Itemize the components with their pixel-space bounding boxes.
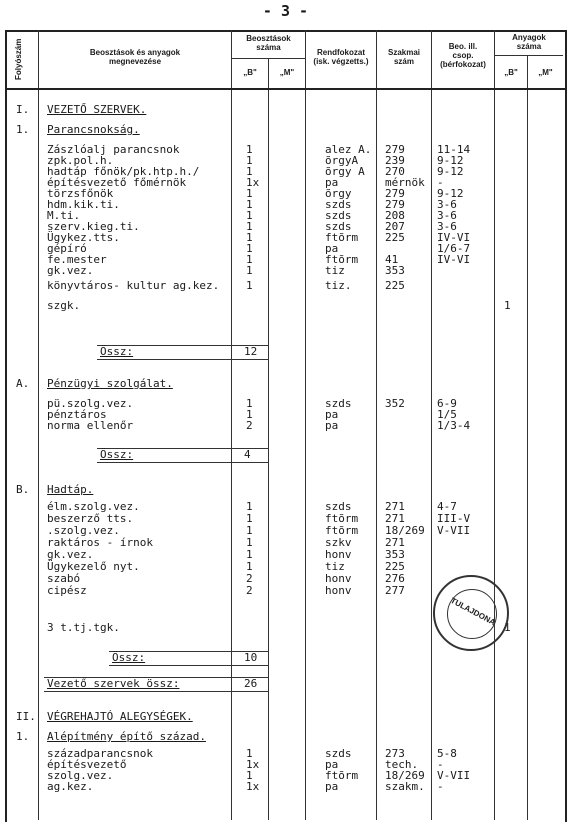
position-name: Zászlóalj parancsnok (47, 143, 180, 156)
header-name-2: megnevezése (108, 57, 162, 66)
rank: honv (325, 572, 352, 585)
count-b: 1x (246, 176, 260, 189)
professional-code: 273 (385, 747, 405, 760)
pay-group: V-VII (437, 769, 471, 782)
pay-group: 1/5 (437, 408, 457, 421)
position-name: építésvezető (47, 758, 127, 771)
position-name: gk.vez. (47, 548, 94, 561)
position-name: fe.mester (47, 253, 107, 266)
rank: õrgyA (325, 154, 359, 167)
rank: pa (325, 758, 339, 771)
page-number: - 3 - (262, 2, 309, 20)
professional-code: 271 (385, 536, 405, 549)
position-name: századparancsnok (47, 747, 153, 760)
row-number: I. (16, 103, 30, 116)
professional-code: szakm. (385, 780, 425, 793)
section-letter: A. (16, 377, 30, 390)
position-name: hdm.kik.ti. (47, 198, 120, 211)
rank: szds (325, 198, 352, 211)
pay-group: 4-7 (437, 500, 457, 513)
rank: szds (325, 747, 352, 760)
count-b: 2 (246, 584, 253, 597)
count-b: 1 (246, 143, 253, 156)
rank: pa (325, 408, 339, 421)
count-b: 1 (246, 512, 253, 525)
professional-code: 18/269 (385, 769, 425, 782)
header-group-2: csop. (452, 51, 474, 60)
count-b: 1 (246, 408, 253, 421)
rank: szds (325, 220, 352, 233)
section-heading: Alépítmény építő század. (47, 730, 206, 743)
pay-group: IV-VI (437, 253, 471, 266)
count-b: 1 (246, 769, 253, 782)
position-name: beszerző tts. (47, 512, 134, 525)
section-letter: B. (16, 483, 30, 496)
row-number: II. (16, 710, 36, 723)
row-divider (494, 55, 563, 56)
position-name: élm.szolg.vez. (47, 500, 140, 513)
header-material-1: Anyagok (512, 33, 546, 42)
position-name: pü.szolg.vez. (47, 397, 134, 410)
header-divider (5, 88, 565, 90)
count-b: 1 (246, 242, 253, 255)
count-b: 1 (246, 165, 253, 178)
pay-group: 3-6 (437, 209, 457, 222)
professional-code: 225 (385, 231, 405, 244)
rank: szkv (325, 536, 352, 549)
header-m: „M" (279, 68, 295, 77)
position-name: szolg.vez. (47, 769, 114, 782)
header-group-1: Beo. ill. (448, 42, 478, 51)
section-heading: Parancsnokság. (47, 123, 140, 136)
position-name: zpk.pol.h. (47, 154, 114, 167)
count-b: 1 (246, 198, 253, 211)
count-b: 1 (246, 560, 253, 573)
row-divider (231, 58, 305, 59)
header-group-3: (bérfokozat) (440, 60, 486, 69)
header-ab: „B" (504, 68, 518, 77)
rank: alez A. (325, 143, 372, 156)
position-name: szerv.kieg.ti. (47, 220, 140, 233)
header-name-1: Beosztások és anyagok (89, 48, 181, 57)
pay-group: 9-12 (437, 187, 464, 200)
sum-value: 4 (244, 448, 251, 461)
position-name: Ügykez.tts. (47, 231, 120, 244)
pay-group: V-VII (437, 524, 471, 537)
count-b: 2 (246, 419, 253, 432)
header-material-2: száma (516, 42, 542, 51)
count-b: 1 (246, 264, 253, 277)
professional-code: 208 (385, 209, 405, 222)
header-code-2: szám (393, 57, 414, 66)
count-b: 1 (246, 253, 253, 266)
pay-group: 1/3-4 (437, 419, 471, 432)
material-count-b: 1 (504, 299, 511, 312)
rank: ftõrm (325, 231, 359, 244)
rank: pa (325, 176, 339, 189)
header-am: „M" (538, 68, 553, 77)
rank: ftõrm (325, 512, 359, 525)
count-b: 1 (246, 209, 253, 222)
pay-group: 3-6 (437, 198, 457, 211)
sum-value: 10 (244, 651, 258, 664)
count-b: 1 (246, 548, 253, 561)
professional-code: 207 (385, 220, 405, 233)
pay-group: 3-6 (437, 220, 457, 233)
rank: honv (325, 584, 352, 597)
rank: ftõrm (325, 769, 359, 782)
header-rank-1: Rendfokozat (317, 48, 365, 57)
position-name: szgk. (47, 299, 81, 312)
col-divider (494, 30, 495, 820)
sum-value: 12 (244, 345, 258, 358)
header-code-1: Szakmai (387, 48, 421, 57)
professional-code: 18/269 (385, 524, 425, 537)
section-heading: VÉGREHAJTÓ ALEGYSÉGEK. (47, 710, 193, 723)
sum-label: Össz: (100, 448, 134, 461)
section-heading: VEZETŐ SZERVEK. (47, 103, 147, 116)
rank: õrgy A (325, 165, 365, 178)
position-name: törzsfőnök (47, 187, 114, 200)
sum-label: Össz: (100, 345, 134, 358)
position-name: gépíró (47, 242, 87, 255)
count-b: 1 (246, 279, 253, 292)
rank: ftõrm (325, 253, 359, 266)
rank: szds (325, 397, 352, 410)
pay-group: 5-8 (437, 747, 457, 760)
header-folyoszam: Folyószám (14, 38, 23, 80)
count-b: 1 (246, 536, 253, 549)
count-b: 1x (246, 780, 260, 793)
professional-code: 225 (385, 279, 405, 292)
pay-group: IV-VI (437, 231, 471, 244)
count-b: 1 (246, 154, 253, 167)
count-b: 1x (246, 758, 260, 771)
count-b: 1 (246, 187, 253, 200)
position-name: .szolg.vez. (47, 524, 120, 537)
pay-group: 6-9 (437, 397, 457, 410)
col-divider (38, 30, 39, 820)
rank: pa (325, 780, 339, 793)
col-divider (268, 58, 269, 820)
pay-group: - (437, 758, 444, 771)
col-divider (431, 30, 432, 820)
position-name: norma ellenőr (47, 419, 134, 432)
professional-code: 279 (385, 143, 405, 156)
count-b: 1 (246, 220, 253, 233)
professional-code: 279 (385, 187, 405, 200)
professional-code: 225 (385, 560, 405, 573)
sum-label: Vezető szervek össz: (47, 677, 180, 690)
rank: szds (325, 209, 352, 222)
position-name: raktáros - írnok (47, 536, 153, 549)
pay-group: 11-14 (437, 143, 471, 156)
section-heading: Hadtáp. (47, 483, 94, 496)
pay-group: III-V (437, 512, 471, 525)
count-b: 1 (246, 231, 253, 244)
material-count-b: 1 (504, 621, 511, 634)
row-number: 1. (16, 123, 30, 136)
professional-code: 353 (385, 548, 405, 561)
row-number: 1. (16, 730, 30, 743)
sum-value: 26 (244, 677, 258, 690)
pay-group: - (437, 780, 444, 793)
professional-code: 271 (385, 500, 405, 513)
header-rank-2: (isk. végzetts.) (313, 57, 369, 66)
professional-code: 353 (385, 264, 405, 277)
col-divider (305, 30, 306, 820)
professional-code: 276 (385, 572, 405, 585)
position-name: cipész (47, 584, 87, 597)
rank: pa (325, 419, 339, 432)
ownership-stamp (433, 575, 509, 651)
pay-group: 1/6-7 (437, 242, 471, 255)
pay-group: 9-12 (437, 154, 464, 167)
rank: honv (325, 548, 352, 561)
section-heading: Pénzügyi szolgálat. (47, 377, 173, 390)
position-name: építésvezető főmérnök (47, 176, 187, 189)
professional-code: 41 (385, 253, 399, 266)
position-name: gk.vez. (47, 264, 94, 277)
professional-code: 271 (385, 512, 405, 525)
col-divider (527, 55, 528, 820)
pay-group: 9-12 (437, 165, 464, 178)
count-b: 1 (246, 500, 253, 513)
sum-label: Össz: (112, 651, 146, 664)
position-name: M.ti. (47, 209, 81, 222)
stamp-text: TULAJDONA (449, 595, 497, 628)
professional-code: 279 (385, 198, 405, 211)
rank: tiz. (325, 279, 352, 292)
position-name: szabó (47, 572, 81, 585)
professional-code: tech. (385, 758, 419, 771)
count-b: 1 (246, 747, 253, 760)
position-name: Ügykezelő nyt. (47, 560, 140, 573)
rank: szds (325, 500, 352, 513)
header-count-2: száma (256, 43, 281, 52)
position-name: ag.kez. (47, 780, 94, 793)
rank: tiz (325, 264, 345, 277)
header-count-1: Beosztások (246, 34, 291, 43)
rank: pa (325, 242, 339, 255)
professional-code: mérnök (385, 176, 425, 189)
rank: ftõrm (325, 524, 359, 537)
col-divider (231, 30, 232, 820)
count-b: 1 (246, 397, 253, 410)
pay-group: - (437, 176, 444, 189)
professional-code: 270 (385, 165, 405, 178)
professional-code: 277 (385, 584, 405, 597)
rank: õrgy (325, 187, 352, 200)
professional-code: 352 (385, 397, 405, 410)
position-name: pénztáros (47, 408, 107, 421)
professional-code: 239 (385, 154, 405, 167)
position-name: hadtáp főnök/pk.htp.h./ (47, 165, 200, 178)
count-b: 1 (246, 524, 253, 537)
header-b: „B" (243, 68, 257, 77)
col-divider (376, 30, 377, 820)
position-name: könyvtáros- kultur ag.kez. (47, 279, 220, 292)
count-b: 2 (246, 572, 253, 585)
rank: tiz (325, 560, 345, 573)
position-name: 3 t.tj.tgk. (47, 621, 120, 634)
